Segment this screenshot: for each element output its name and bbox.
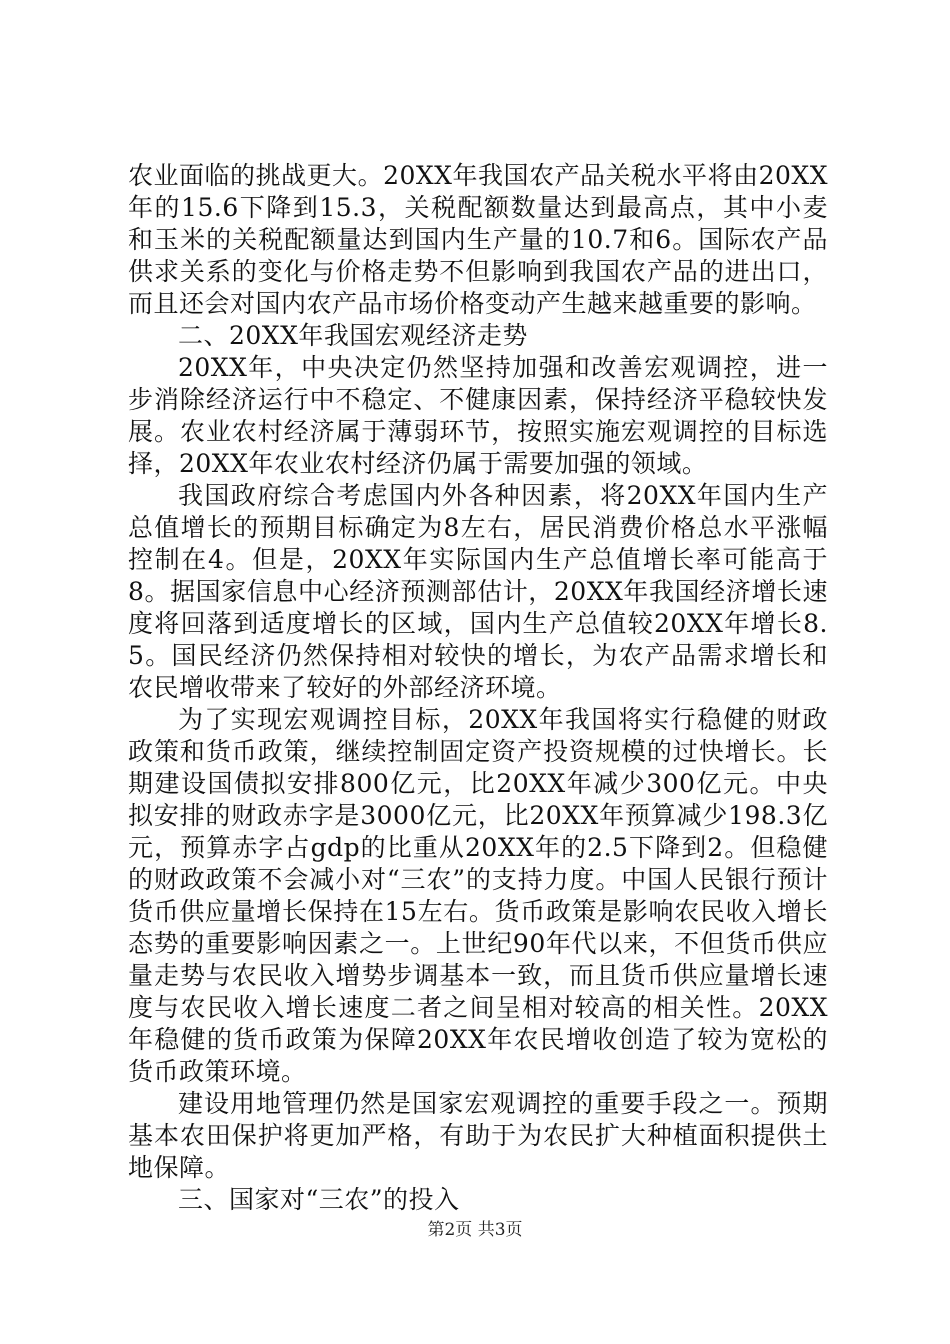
paragraph-gdp-target: 我国政府综合考虑国内外各种因素，将20XX年国内生产总值增长的预期目标确定为8左右，居民消费价格总水平涨幅控制在4。但是，20XX年实际国内生产总值增长率可能高于8。据国家信息中心经济预测部估计，20XX年我国经济增长速度将回落到适度增长的区域，国内生产总值较20XX年增长8.5。国民经济仍然保持相对较快的增长，为农产品需求增长和农民增收带来了较好的外部经济环境。 xyxy=(128,481,828,702)
page-number-footer: 第2页 共3页 xyxy=(427,1220,523,1240)
paragraph-land-management: 建设用地管理仍然是国家宏观调控的重要手段之一。预期基本农田保护将更加严格，有助于为农民扩大种植面积提供土地保障。 xyxy=(128,1089,828,1182)
paragraph-macro-control: 20XX年，中央决定仍然坚持加强和改善宏观调控，进一步消除经济运行中不稳定、不健康因素，保持经济平稳较快发展。农业农村经济属于薄弱环节，按照实施宏观调控的目标选择，20XX年农业农村经济仍属于需要加强的领域。 xyxy=(128,353,828,478)
section-heading-three: 三、国家对“三农”的投入 xyxy=(178,1185,460,1214)
section-heading-two: 二、20XX年我国宏观经济走势 xyxy=(178,321,528,350)
document-body xyxy=(128,160,828,1216)
paragraph-continuation: 农业面临的挑战更大。20XX年我国农产品关税水平将由20XX年的15.6下降到15.3，关税配额数量达到最高点，其中小麦和玉米的关税配额量达到国内生产量的10.7和6。国际农产品供求关系的变化与价格走势不但影响到我国农产品的进出口，而且还会对国内农产品市场价格变动产生越来越重要的影响。 xyxy=(128,161,828,318)
paragraph-fiscal-monetary-policy: 为了实现宏观调控目标，20XX年我国将实行稳健的财政政策和货币政策，继续控制固定资产投资规模的过快增长。长期建设国债拟安排800亿元，比20XX年减少300亿元。中央拟安排的财政赤字是3000亿元，比20XX年预算减少198.3亿元，预算赤字占gdp的比重从20XX年的2.5下降到2。但稳健的财政政策不会减小对“三农”的支持力度。中国人民银行预计货币供应量增长保持在15左右。货币政策是影响农民收入增长态势的重要影响因素之一。上世纪90年代以来，不但货币供应量走势与农民收入增势步调基本一致，而且货币供应量增长速度与农民收入增长速度二者之间呈相对较高的相关性。20XX年稳健的货币政策为保障20XX年农民增收创造了较为宽松的货币政策环境。 xyxy=(128,705,828,1086)
